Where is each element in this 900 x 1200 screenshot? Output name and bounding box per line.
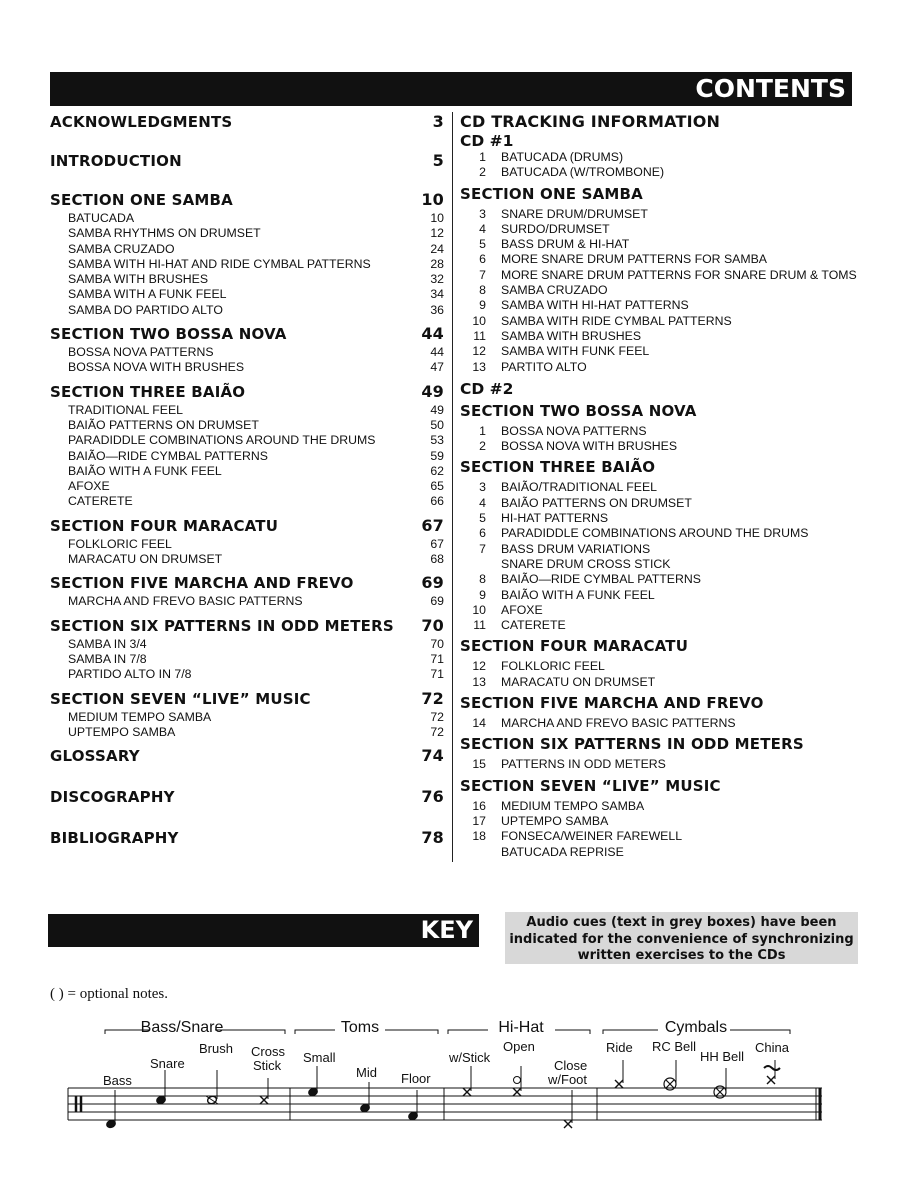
- track-label: BASS DRUM & HI-HAT: [501, 237, 630, 252]
- toc-section-page: 69: [421, 573, 444, 593]
- track-label: BOSSA NOVA PATTERNS: [501, 423, 647, 438]
- toc-item: [50, 360, 444, 375]
- label-floor: Floor: [401, 1071, 431, 1086]
- track-row: [460, 814, 860, 829]
- track-number: 12: [472, 344, 486, 359]
- track-number: 17: [472, 813, 486, 828]
- toc-left-column: [50, 112, 444, 847]
- contents-header-bar: [50, 72, 852, 106]
- toc-item-page: 69: [430, 594, 444, 609]
- track-number: 13: [472, 359, 486, 374]
- toc-section-heading: [50, 324, 444, 343]
- track-list: [460, 757, 860, 772]
- track-row: [460, 511, 860, 526]
- toc-subitems: [50, 637, 444, 683]
- track-label: FONSECA/WEINER FAREWELL: [501, 829, 683, 844]
- track-number: 3: [479, 206, 486, 221]
- toc-item-page: 68: [430, 552, 444, 567]
- label-rc-bell: RC Bell: [652, 1039, 697, 1054]
- toc-item: [50, 403, 444, 418]
- track-row: [460, 618, 860, 633]
- track-label: UPTEMPO SAMBA: [501, 813, 609, 828]
- toc-item-page: 24: [430, 241, 444, 256]
- track-row: [460, 829, 860, 844]
- track-number: 11: [473, 328, 486, 343]
- toc-item-page: 71: [430, 651, 444, 666]
- track-row: [460, 252, 860, 267]
- toc-item-page: 49: [430, 402, 444, 417]
- track-row: [460, 344, 860, 359]
- toc-section-heading: [50, 787, 444, 806]
- track-label: SAMBA WITH BRUSHES: [501, 328, 642, 343]
- toc-section-page: 70: [421, 615, 444, 635]
- toc-item: [50, 418, 444, 433]
- note-ride: [615, 1060, 623, 1088]
- track-label: SNARE DRUM CROSS STICK: [501, 556, 671, 571]
- toc-item-label: SAMBA WITH BRUSHES: [68, 272, 209, 287]
- track-label: MARCHA AND FREVO BASIC PATTERNS: [501, 716, 736, 731]
- note-hihat-stick: [463, 1066, 471, 1096]
- group-label-bass-snare: Bass/Snare: [140, 1019, 224, 1036]
- toc-section-heading: [50, 616, 444, 635]
- track-number: 9: [479, 298, 486, 313]
- toc-item-label: TRADITIONAL FEEL: [68, 402, 184, 417]
- track-label: MORE SNARE DRUM PATTERNS FOR SNARE DRUM & TOMS: [501, 267, 857, 282]
- toc-section-title: SECTION SIX PATTERNS IN ODD METERS: [50, 616, 394, 635]
- toc-item-page: 59: [430, 448, 444, 463]
- toc-item-label: MARCHA AND FREVO BASIC PATTERNS: [68, 594, 303, 609]
- note-china: [764, 1060, 780, 1084]
- track-label: MORE SNARE DRUM PATTERNS FOR SAMBA: [501, 252, 767, 267]
- toc-subitems: [50, 537, 444, 568]
- toc-item: [50, 287, 444, 302]
- track-number: 16: [472, 798, 486, 813]
- track-row: [460, 207, 860, 222]
- cd-tracking-heading: CD TRACKING INFORMATION: [460, 112, 721, 131]
- toc-item-page: 53: [430, 433, 444, 448]
- toc-item-page: 66: [430, 494, 444, 509]
- track-label: CATERETE: [501, 618, 566, 633]
- toc-item-label: SAMBA IN 7/8: [68, 651, 147, 666]
- toc-section-page: 74: [421, 746, 444, 766]
- toc-subitems: [50, 211, 444, 318]
- toc-section-title: SECTION SEVEN “LIVE” MUSIC: [50, 689, 311, 708]
- note-small-tom: [308, 1066, 319, 1097]
- toc-item-page: 32: [430, 272, 444, 287]
- toc-subitems: [50, 710, 444, 741]
- track-number: 4: [479, 495, 486, 510]
- toc-item: [50, 552, 444, 567]
- track-number: 14: [472, 716, 486, 731]
- cd-section-heading: SECTION THREE BAIÃO: [460, 458, 656, 477]
- track-label: BAIÃO WITH A FUNK FEEL: [501, 587, 655, 602]
- track-row: [460, 222, 860, 237]
- label-bass: Bass: [103, 1073, 132, 1088]
- track-label: BAIÃO/TRADITIONAL FEEL: [501, 480, 658, 495]
- toc-item-page: 10: [430, 211, 444, 225]
- track-number: 7: [479, 267, 486, 282]
- toc-section-heading: [50, 689, 444, 708]
- track-number: 1: [479, 150, 486, 164]
- track-number: 7: [479, 541, 486, 556]
- track-row: [460, 268, 860, 283]
- toc-section-title: SECTION FIVE MARCHA AND FREVO: [50, 574, 354, 593]
- toc-section-heading: [50, 573, 444, 592]
- toc-item-label: BAIÃO WITH A FUNK FEEL: [68, 463, 222, 478]
- track-number: [460, 557, 486, 572]
- toc-item-page: 72: [430, 724, 444, 739]
- toc-item-label: PARTIDO ALTO IN 7/8: [68, 667, 192, 682]
- label-small: Small: [303, 1050, 336, 1065]
- toc-item: [50, 652, 444, 667]
- toc-section-title: INTRODUCTION: [50, 152, 182, 170]
- toc-item: [50, 303, 444, 318]
- toc-item-page: 47: [430, 360, 444, 375]
- track-row: [460, 659, 860, 674]
- track-list: [460, 150, 860, 181]
- label-cross: Cross: [251, 1044, 285, 1059]
- track-label: SAMBA WITH HI-HAT PATTERNS: [501, 298, 689, 313]
- track-number: [460, 845, 486, 860]
- group-label-toms: Toms: [340, 1019, 380, 1036]
- track-number: 9: [479, 587, 486, 602]
- cd-section-heading: SECTION SEVEN “LIVE” MUSIC: [460, 776, 721, 795]
- note-mid-tom: [360, 1082, 371, 1113]
- track-row: [460, 298, 860, 313]
- toc-item-page: 62: [430, 463, 444, 478]
- toc-item-page: 67: [430, 536, 444, 551]
- track-number: 4: [479, 221, 486, 236]
- toc-item-page: 12: [430, 226, 444, 241]
- track-label: SAMBA WITH FUNK FEEL: [501, 344, 650, 359]
- toc-section-title: SECTION TWO BOSSA NOVA: [50, 325, 287, 344]
- toc-item-label: BOSSA NOVA PATTERNS: [68, 345, 214, 360]
- toc-section-heading: [50, 828, 444, 847]
- toc-section-page: 3: [432, 112, 444, 131]
- toc-section-title: ACKNOWLEDGMENTS: [50, 113, 233, 131]
- toc-item: [50, 272, 444, 287]
- track-label: BAIÃO—RIDE CYMBAL PATTERNS: [501, 572, 701, 587]
- track-number: 2: [479, 165, 486, 180]
- track-number: 18: [472, 829, 486, 844]
- label-hh-bell: HH Bell: [700, 1049, 745, 1064]
- label-w-foot: w/Foot: [548, 1072, 588, 1087]
- toc-section-title: DISCOGRAPHY: [50, 788, 175, 807]
- note-rc-bell: [664, 1060, 676, 1090]
- label-snare: Snare: [150, 1056, 185, 1071]
- toc-section-heading: [50, 151, 444, 170]
- toc-item-label: BOSSA NOVA WITH BRUSHES: [68, 360, 245, 375]
- toc-section-page: 72: [421, 688, 444, 708]
- toc-subitems: [50, 345, 444, 376]
- label-stick: Stick: [253, 1058, 282, 1073]
- track-list: [460, 424, 860, 455]
- track-number: 10: [472, 313, 486, 328]
- cd-tracking-column: [460, 112, 860, 860]
- toc-item-label: BAIÃO—RIDE CYMBAL PATTERNS: [68, 448, 268, 463]
- track-label: BATUCADA (DRUMS): [501, 150, 624, 164]
- toc-item-label: MARACATU ON DRUMSET: [68, 552, 223, 567]
- optional-notes-legend: ( ) = optional notes.: [50, 986, 169, 1002]
- track-row: [460, 557, 860, 572]
- track-row: [460, 283, 860, 298]
- track-row: [460, 150, 860, 165]
- toc-item: [50, 433, 444, 448]
- track-row: [460, 757, 860, 772]
- cd-label: CD #2: [460, 379, 514, 398]
- track-label: BAIÃO PATTERNS ON DRUMSET: [501, 495, 692, 510]
- toc-item-label: BATUCADA: [68, 211, 135, 225]
- toc-section-title: GLOSSARY: [50, 747, 140, 766]
- toc-item-label: AFOXE: [68, 479, 110, 494]
- toc-section-page: 5: [432, 151, 444, 170]
- key-header-bar: [48, 914, 479, 947]
- toc-item-page: 28: [430, 256, 444, 271]
- toc-section-heading: [50, 382, 444, 401]
- toc-item-page: 72: [430, 709, 444, 724]
- note-floor-tom: [408, 1090, 419, 1121]
- note-hh-bell: [714, 1068, 726, 1098]
- group-label-cymbals: Cymbals: [664, 1019, 728, 1036]
- toc-section-title: BIBLIOGRAPHY: [50, 829, 179, 848]
- toc-section-title: SECTION THREE BAIÃO: [50, 382, 246, 401]
- toc-item-page: 34: [430, 287, 444, 302]
- track-row: [460, 799, 860, 814]
- toc-item: [50, 725, 444, 740]
- toc-section-heading: [50, 190, 444, 209]
- toc-section-heading: [50, 516, 444, 535]
- group-label-hi-hat: Hi-Hat: [498, 1019, 544, 1036]
- toc-section-page: 76: [421, 787, 444, 807]
- toc-item: [50, 464, 444, 479]
- track-number: 6: [479, 252, 486, 267]
- cd-section-heading: SECTION SIX PATTERNS IN ODD METERS: [460, 735, 804, 754]
- toc-item-label: SAMBA RHYTHMS ON DRUMSET: [68, 226, 261, 241]
- toc-item: [50, 257, 444, 272]
- toc-item-label: MEDIUM TEMPO SAMBA: [68, 709, 212, 724]
- label-w-stick: w/Stick: [449, 1050, 491, 1065]
- label-brush: Brush: [199, 1041, 233, 1056]
- track-label: AFOXE: [501, 602, 543, 617]
- toc-item: [50, 494, 444, 509]
- toc-section-heading: [50, 112, 444, 131]
- toc-item-label: SAMBA IN 3/4: [68, 636, 147, 651]
- toc-item-page: 65: [430, 479, 444, 494]
- track-list: [460, 480, 860, 633]
- track-row: [460, 845, 860, 860]
- track-number: 13: [472, 674, 486, 689]
- toc-section-page: 67: [421, 515, 444, 535]
- track-label: MARACATU ON DRUMSET: [501, 674, 656, 689]
- track-label: SURDO/DRUMSET: [501, 221, 610, 236]
- contents-title: CONTENTS: [695, 74, 846, 103]
- track-number: 12: [472, 659, 486, 674]
- track-row: [460, 314, 860, 329]
- toc-item-page: 70: [430, 636, 444, 651]
- track-number: 11: [473, 618, 486, 633]
- toc-item-label: UPTEMPO SAMBA: [68, 724, 176, 739]
- track-number: 1: [479, 423, 486, 438]
- track-number: 8: [479, 572, 486, 587]
- drum-key-notation: [60, 1010, 840, 1135]
- note-cross-stick: [260, 1078, 268, 1104]
- label-ride: Ride: [606, 1040, 633, 1055]
- cd-section-heading: SECTION FOUR MARACATU: [460, 637, 689, 656]
- track-label: FOLKLORIC FEEL: [501, 659, 605, 674]
- track-number: 5: [479, 237, 486, 252]
- track-row: [460, 572, 860, 587]
- track-number: 15: [472, 757, 486, 772]
- track-number: 10: [472, 602, 486, 617]
- label-china: China: [755, 1040, 789, 1055]
- toc-item-label: FOLKLORIC FEEL: [68, 536, 172, 551]
- track-row: [460, 603, 860, 618]
- track-label: SAMBA CRUZADO: [501, 283, 608, 298]
- track-label: PATTERNS IN ODD METERS: [501, 757, 666, 772]
- track-list: [460, 207, 860, 375]
- track-label: BASS DRUM VARIATIONS: [501, 541, 651, 556]
- key-title: KEY: [420, 916, 473, 944]
- toc-item-label: SAMBA CRUZADO: [68, 241, 175, 256]
- track-list: [460, 799, 860, 860]
- track-row: [460, 588, 860, 603]
- track-row: [460, 165, 860, 180]
- label-close: Close: [554, 1058, 588, 1073]
- toc-section-title: SECTION FOUR MARACATU: [50, 516, 279, 535]
- toc-subitems: [50, 403, 444, 510]
- audio-cue-note: Audio cues (text in grey boxes) have been indicated for the convenience of synchronizing written exercises to the CDs: [505, 912, 858, 964]
- track-list: [460, 716, 860, 731]
- track-number: 8: [479, 283, 486, 298]
- toc-item-label: SAMBA DO PARTIDO ALTO: [68, 302, 223, 317]
- toc-item: [50, 345, 444, 360]
- toc-item: [50, 710, 444, 725]
- toc-item-label: SAMBA WITH A FUNK FEEL: [68, 287, 227, 302]
- column-divider: [452, 112, 453, 862]
- toc-item-page: 44: [430, 345, 444, 360]
- track-row: [460, 716, 860, 731]
- track-number: 2: [479, 439, 486, 454]
- note-brush: [206, 1070, 218, 1105]
- track-number: 3: [479, 480, 486, 495]
- toc-section-page: 10: [421, 190, 444, 209]
- toc-item-label: BAIÃO PATTERNS ON DRUMSET: [68, 417, 259, 432]
- track-row: [460, 496, 860, 511]
- toc-item-label: CATERETE: [68, 494, 133, 509]
- track-row: [460, 329, 860, 344]
- track-row: [460, 675, 860, 690]
- label-open: Open: [503, 1039, 535, 1054]
- track-number: 6: [479, 526, 486, 541]
- toc-item-label: SAMBA WITH HI-HAT AND RIDE CYMBAL PATTERNS: [68, 256, 371, 271]
- toc-item-page: 36: [430, 302, 444, 317]
- track-row: [460, 480, 860, 495]
- track-label: BATUCADA (W/TROMBONE): [501, 165, 665, 180]
- cd-section-heading: SECTION TWO BOSSA NOVA: [460, 401, 697, 420]
- track-row: [460, 526, 860, 541]
- toc-item: [50, 226, 444, 241]
- track-row: [460, 237, 860, 252]
- cd-section-heading: SECTION ONE SAMBA: [460, 184, 643, 203]
- cd-section-heading: SECTION FIVE MARCHA AND FREVO: [460, 694, 764, 713]
- toc-item: [50, 211, 444, 226]
- toc-section-page: 49: [421, 381, 444, 401]
- track-label: BATUCADA REPRISE: [501, 844, 624, 859]
- note-hihat-open: [513, 1066, 521, 1096]
- track-list: [460, 659, 860, 690]
- track-label: HI-HAT PATTERNS: [501, 511, 609, 526]
- track-row: [460, 542, 860, 557]
- toc-item: [50, 594, 444, 609]
- track-row: [460, 360, 860, 375]
- cd-label: CD #1: [460, 132, 514, 150]
- track-label: MEDIUM TEMPO SAMBA: [501, 798, 645, 813]
- track-label: SAMBA WITH RIDE CYMBAL PATTERNS: [501, 313, 732, 328]
- toc-item: [50, 537, 444, 552]
- toc-section-page: 44: [421, 324, 444, 344]
- toc-section-heading: [50, 746, 444, 765]
- track-row: [460, 439, 860, 454]
- toc-item: [50, 242, 444, 257]
- toc-item: [50, 479, 444, 494]
- toc-subitems: [50, 594, 444, 609]
- track-label: SNARE DRUM/DRUMSET: [501, 206, 648, 221]
- toc-section-title: SECTION ONE SAMBA: [50, 191, 233, 209]
- toc-item-page: 71: [430, 667, 444, 682]
- track-number: 5: [479, 511, 486, 526]
- toc-item-label: PARADIDDLE COMBINATIONS AROUND THE DRUMS: [68, 433, 376, 448]
- track-label: PARTITO ALTO: [501, 359, 587, 374]
- toc-item: [50, 667, 444, 682]
- track-label: BOSSA NOVA WITH BRUSHES: [501, 439, 678, 454]
- label-mid: Mid: [356, 1065, 377, 1080]
- note-snare: [156, 1070, 167, 1105]
- toc-item-page: 50: [430, 417, 444, 432]
- toc-section-page: 78: [421, 828, 444, 848]
- toc-item: [50, 449, 444, 464]
- toc-item: [50, 637, 444, 652]
- track-row: [460, 424, 860, 439]
- staff-lines: [68, 1088, 822, 1120]
- track-label: PARADIDDLE COMBINATIONS AROUND THE DRUMS: [501, 526, 809, 541]
